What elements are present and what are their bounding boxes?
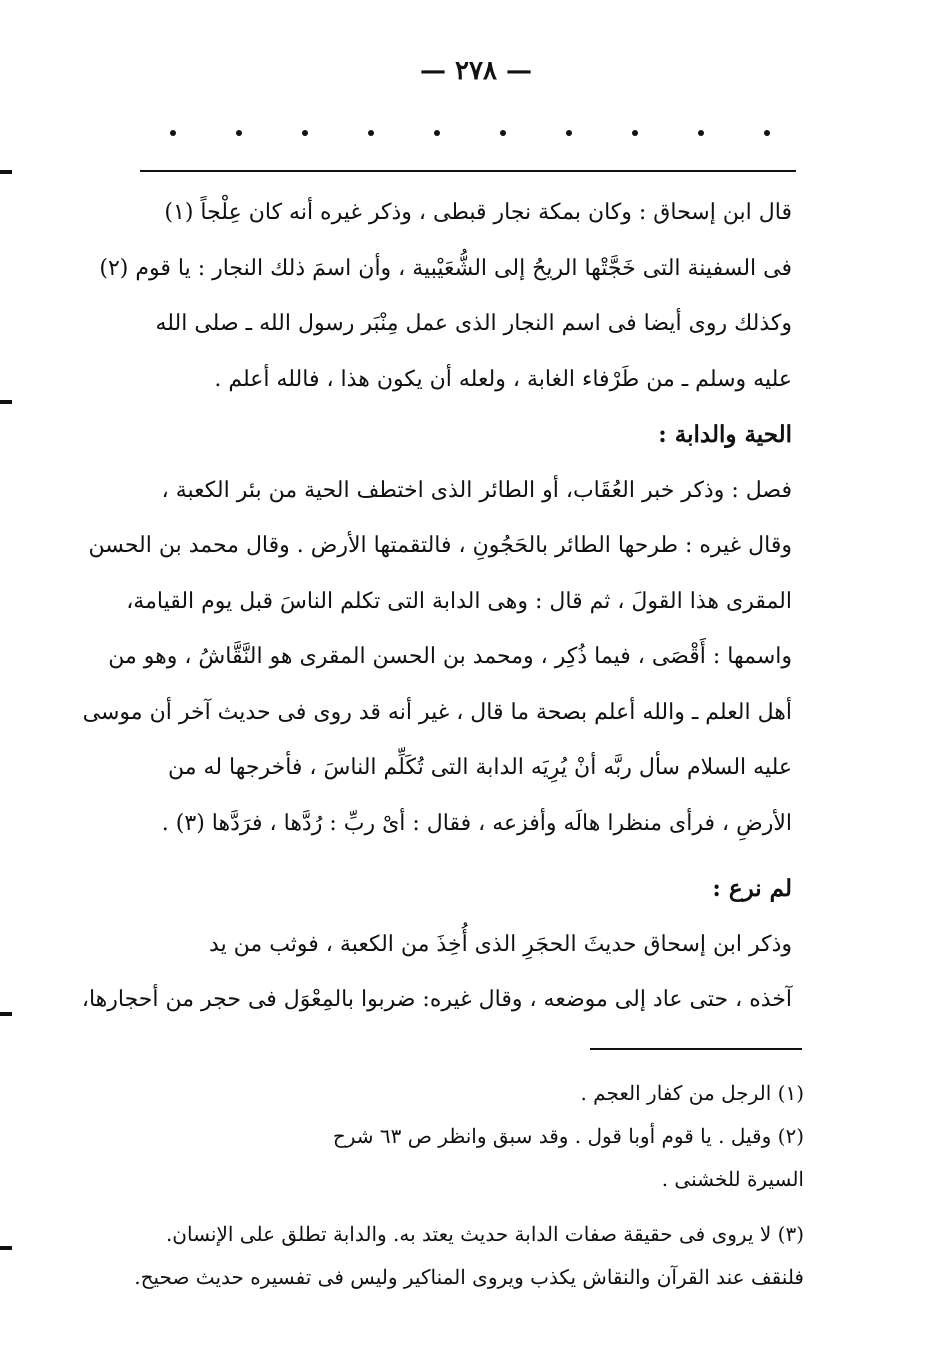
text-line: الأرضِ ، فرأى منظرا هالَه وأفزعه ، فقال : أىْ ربِّ : رُدَّها ، فرَدَّها (٣) . [161, 810, 792, 836]
ornament-dot [368, 130, 374, 136]
ornament-dot [698, 130, 704, 136]
page-number: — ٢٧٨ — [419, 56, 533, 86]
text-line: آخذه ، حتى عاد إلى موضعه ، وقال غيره: ضربوا بالمِعْوَل فى حجر من أحجارها، [81, 987, 792, 1012]
main-text [81, 185, 792, 1028]
section-heading: لم نرع : [712, 875, 792, 902]
text-line: واسمها : أَقْصَى ، فيما ذُكِر ، ومحمد بن الحسن المقرى هو النَّقَّاشُ ، وهو من [108, 644, 792, 669]
text-line: أهل العلم ـ والله أعلم بصحة ما قال ، غير أنه قد روى فى حديث آخر أن موسى [82, 699, 792, 725]
ornament-dot [500, 130, 506, 136]
text-line: فى السفينة التى خَجَّتْها الريحُ إلى الشُّعَيْبية ، وأن اسمَ ذلك النجار : يا قوم (٢) [99, 255, 792, 281]
section-heading: الحية والدابة : [658, 421, 792, 448]
footnote-1: (١) الرجل من كفار العجم . [580, 1081, 804, 1105]
text-line: قال ابن إسحاق : وكان بمكة نجار قبطى ، وذكر غيره أنه كان عِلْجاً (١) [164, 200, 792, 225]
margin-mark [0, 1246, 12, 1250]
margin-mark [0, 170, 12, 174]
header-rule [140, 170, 796, 172]
footnote-3: (٣) لا يروى فى حقيقة صفات الدابة حديث يعتد به. والدابة تطلق على الإنسان. [165, 1222, 804, 1246]
footnote-3-cont: فلنقف عند القرآن والنقاش يكذب ويروى المناكير وليس فى تفسيره حديث صحيح. [134, 1265, 804, 1289]
footnote-rule [590, 1048, 802, 1050]
ornament-dot [170, 130, 176, 136]
ornament-dot [764, 130, 770, 136]
footnote-2: (٢) وقيل . يا قوم أوبا قول . وقد سبق وانظر ص ٦٣ شرح [332, 1124, 804, 1148]
text-line: عليه وسلم ـ من طَرْفاء الغابة ، ولعله أن يكون هذا ، فالله أعلم . [214, 366, 792, 392]
text-line: عليه السلام سأل ربَّه أنْ يُرِيَه الدابة التى تُكَلِّم الناسَ ، فأخرجها له من [168, 755, 792, 780]
text-line: وكذلك روى أيضا فى اسم النجار الذى عمل مِنْبَر رسول الله ـ صلى الله [155, 311, 792, 336]
ornament-dot [236, 130, 242, 136]
margin-mark [0, 400, 12, 404]
footnote-2-cont: السيرة للخشنى . [661, 1167, 804, 1191]
text-line: فصل : وذكر خبر العُقَاب، أو الطائر الذى اختطف الحية من بئر الكعبة ، [161, 477, 792, 503]
footnotes [132, 1072, 804, 1299]
ornament-dot [434, 130, 440, 136]
ornament-dot [566, 130, 572, 136]
text-line: وقال غيره : طرحها الطائر بالحَجُونِ ، فالتقمتها الأرض . وقال محمد بن الحسن [88, 533, 792, 558]
ornament-dots [170, 130, 770, 136]
ornament-dot [302, 130, 308, 136]
text-line: وذكر ابن إسحاق حديثَ الحجَرِ الذى أُخِذَ من الكعبة ، فوثب من يد [209, 931, 792, 957]
ornament-dot [632, 130, 638, 136]
text-line: المقرى هذا القولَ ، ثم قال : وهى الدابة التى تكلم الناسَ قبل يوم القيامة، [126, 588, 792, 614]
margin-mark [0, 1012, 12, 1016]
